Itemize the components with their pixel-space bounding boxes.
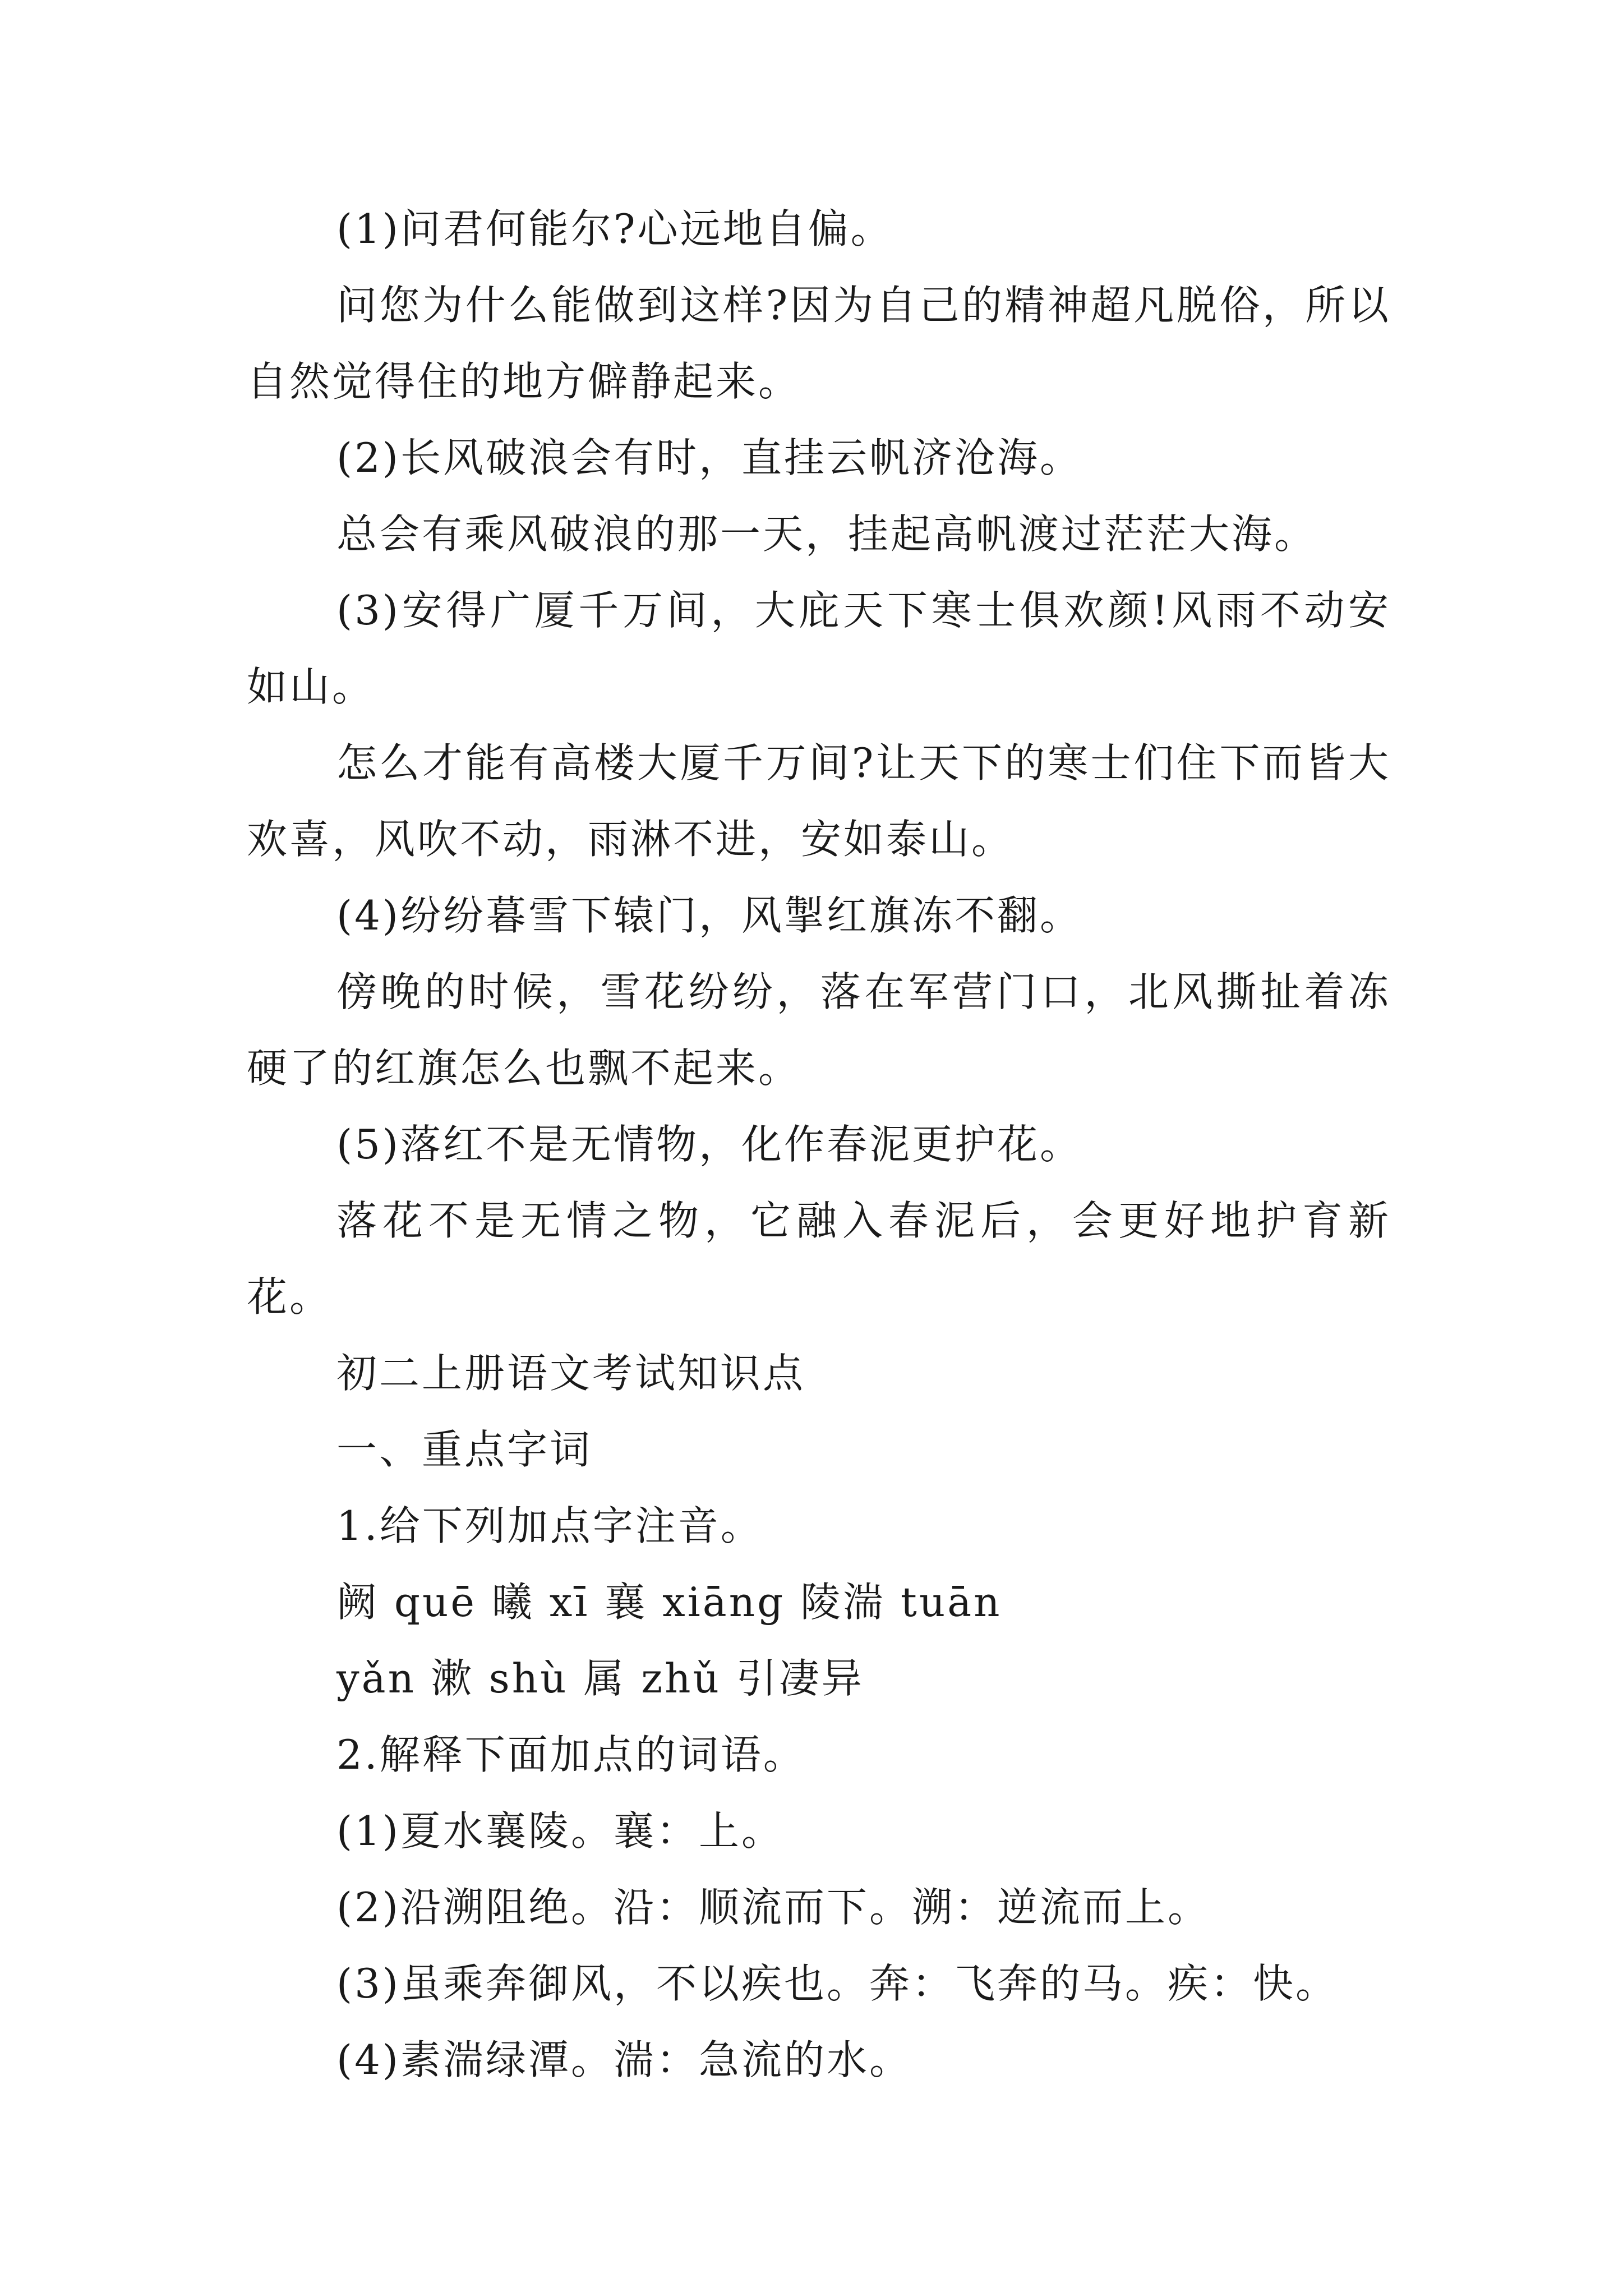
paragraph-10: 落花不是无情之物，它融入春泥后，会更好地护育新花。 <box>247 1197 1391 1320</box>
paragraph-8: 傍晚的时候，雪花纷纷，落在军营门口，北风撕扯着冻硬了的红旗怎么也飘不起来。 <box>247 968 1391 1092</box>
definition-2: (2)沿溯阻绝。沿：顺流而下。溯：逆流而上。 <box>336 1884 1210 1931</box>
document-body <box>247 191 1391 2098</box>
section-heading: 初二上册语文考试知识点 <box>336 1350 806 1397</box>
definition-4: (4)素湍绿潭。湍：急流的水。 <box>336 2036 912 2083</box>
subsection-heading: 一、重点字词 <box>336 1426 593 1473</box>
paragraph-3: (2)长风破浪会有时，直挂云帆济沧海。 <box>336 434 1082 481</box>
definition-1: (1)夏水襄陵。襄：上。 <box>336 1807 784 1855</box>
definition-3: (3)虽乘奔御风，不以疾也。奔：飞奔的马。疾：快。 <box>336 1960 1338 2007</box>
paragraph-2: 问您为什么能做到这样?因为自己的精神超凡脱俗，所以自然觉得住的地方僻静起来。 <box>247 282 1391 405</box>
question-1-heading: 1.给下列加点字注音。 <box>336 1502 763 1549</box>
paragraph-4: 总会有乘风破浪的那一天，挂起高帆渡过茫茫大海。 <box>336 510 1317 558</box>
paragraph-7: (4)纷纷暮雪下辕门，风掣红旗冻不翻。 <box>336 892 1082 939</box>
paragraph-5: (3)安得广厦千万间，大庇天下寒士俱欢颜!风雨不动安如山。 <box>247 587 1391 710</box>
paragraph-1: (1)问君何能尔?心远地自偏。 <box>336 205 893 252</box>
paragraph-9: (5)落红不是无情物，化作春泥更护花。 <box>336 1121 1082 1168</box>
paragraph-6: 怎么才能有高楼大厦千万间?让天下的寒士们住下而皆大欢喜，风吹不动，雨淋不进，安如泰山。 <box>247 739 1391 863</box>
pinyin-line-2: yǎn 漱 shù 属 zhǔ 引凄异 <box>336 1655 864 1702</box>
question-2-heading: 2.解释下面加点的词语。 <box>336 1731 806 1778</box>
pinyin-line-1: 阙 quē 曦 xī 襄 xiāng 陵湍 tuān <box>336 1579 1002 1626</box>
